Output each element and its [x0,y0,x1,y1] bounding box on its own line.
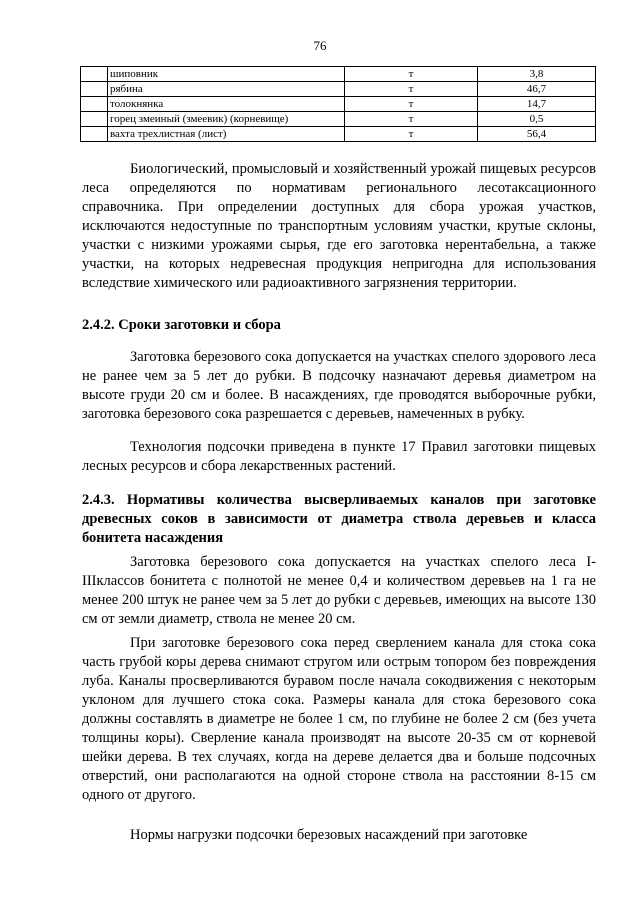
paragraph-norms: Нормы нагрузки подсочки березовых насаждений при заготовке [130,827,528,843]
resource-table [80,66,596,142]
section-heading-2-4-2: 2.4.2. Сроки заготовки и сбора [82,317,281,333]
paragraph-birch-sap: Заготовка березового сока допускается на участках спелого здорового леса не ранее чем за 5 лет до рубки. В подсочку назначают деревья диаметром на высоте груди 20 см и более. В насаждениях, где проводятся выборочные рубки, заготовка березового сока разрешается с деревьев, намеченных в рубку. [82,349,596,422]
page-number: 76 [313,38,327,53]
resource-value: 14,7 [478,97,596,112]
resource-name: горец змеиный (змеевик) (корневище) [108,112,345,127]
resource-value: 46,7 [478,82,596,97]
paragraph-bonitet: Заготовка березового сока допускается на участках спелого леса I-IIIклассов бонитета с полнотой не менее 0,4 и количеством деревьев на 1 га не менее 200 штук не ранее чем за 5 лет до рубки с деревьев, имеющих на высоте 130 см от земли диаметр, ствола не менее 20 см. [82,554,596,627]
section-heading-2-4-3: 2.4.3. Нормативы количества высверливаемых каналов при заготовке древесных соков в зависимости от диаметра ствола деревьев и класса бонитета насаждения [82,492,596,546]
resource-unit: т [345,82,478,97]
resource-unit: т [345,97,478,112]
resource-name: рябина [108,82,345,97]
table-row [81,97,596,112]
paragraph-drilling: При заготовке березового сока перед сверлением канала для стока сока часть грубой коры дерева снимают стругом или острым топором без повреждения луба. Каналы просверливаются буравом после начала сокодвижения с некоторым уклоном для лучшего стока сока. Размеры канала для стока березового сока должны составлять в диаметре не более 1 см, по глубине не более 2 см (без учета толщины коры). Сверление канала производят на высоте 20-35 см от корневой шейки дерева. В тех случаях, когда на дереве делается два и больше подсочных отверстий, они располагаются на одной стороне ствола на расстоянии 8-15 см одного от другого. [82,635,596,803]
table-row [81,82,596,97]
table-row [81,127,596,142]
resource-unit: т [345,127,478,142]
table-row [81,67,596,82]
paragraph-yield: Биологический, промысловый и хозяйственный урожай пищевых ресурсов леса определяются по нормативам регионального лесотаксационного справочника. При определении доступных для сбора урожая участков, исключаются недоступные по транспортным условиям участки, крутые склоны, участки с низкими урожаями сырья, где его заготовка нерентабельна, а также участки, на которых недревесная продукция непригодна для использования вследствие химического или радиоактивного загрязнения территории. [82,161,596,291]
resource-name: вахта трехлистная (лист) [108,127,345,142]
resource-value: 0,5 [478,112,596,127]
resource-value: 3,8 [478,67,596,82]
resource-unit: т [345,67,478,82]
table-row [81,112,596,127]
paragraph-technology: Технология подсочки приведена в пункте 17 Правил заготовки пищевых лесных ресурсов и сбора лекарственных растений. [82,439,596,474]
resource-name: толокнянка [108,97,345,112]
resource-unit: т [345,112,478,127]
resource-name: шиповник [108,67,345,82]
resource-value: 56,4 [478,127,596,142]
